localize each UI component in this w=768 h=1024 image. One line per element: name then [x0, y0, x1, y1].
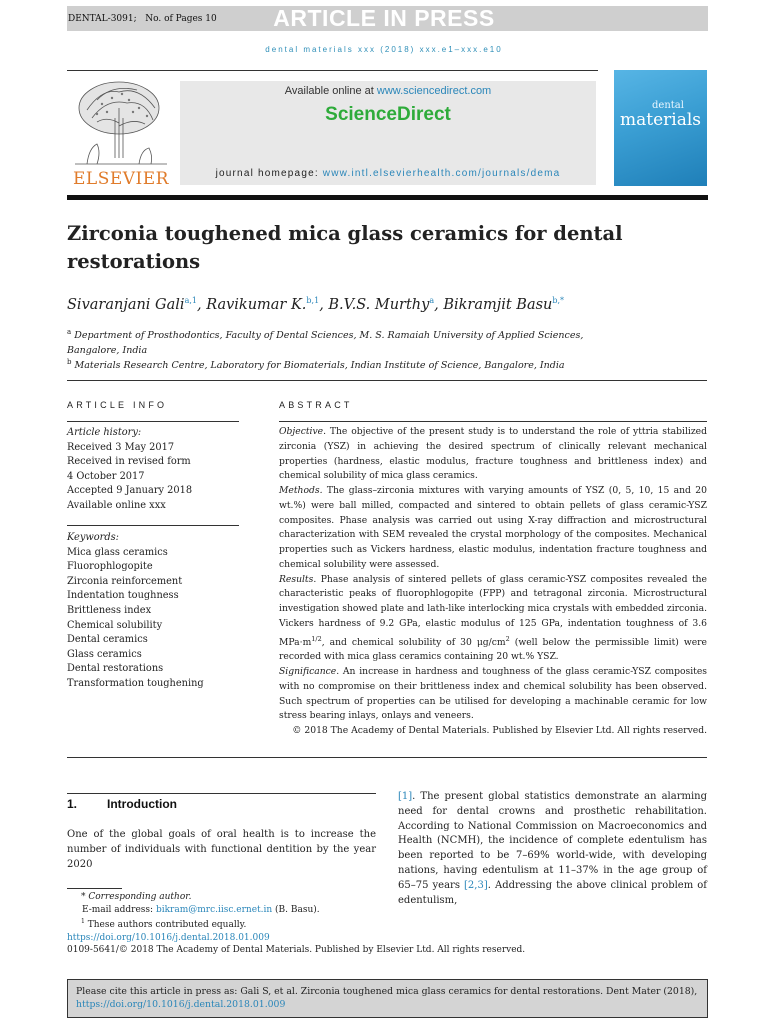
results-text: (well below the permissible limit) were recorded with mica glass ceramics containing 20 wt.% YSZ.	[279, 636, 707, 663]
results-label: Results.	[279, 573, 317, 585]
elsevier-tree-logo	[67, 78, 175, 170]
footnote-rule	[67, 888, 122, 889]
intro-paragraph: One of the global goals of oral health is to increase the number of individuals with functional dentition by the year 2020	[67, 829, 376, 870]
objective-text: The objective of the present study is to understand the role of yttria stabilized zirconia (YSZ) in achieving the desired spectrum of clinically relevant mechanical properties (hardness, elastic modulus, fracture toughness and brittleness index) and chemical solubility of mica glass ceramics.	[279, 426, 707, 482]
email-owner: (B. Basu).	[272, 904, 320, 915]
affiliation-mark: b	[67, 358, 72, 366]
press-id: DENTAL-3091;	[68, 14, 137, 24]
footnotes	[67, 891, 527, 957]
article-title: Zirconia toughened mica glass ceramics for dental restorations	[67, 222, 623, 273]
abstract-body	[279, 425, 707, 739]
journal-homepage-link[interactable]: www.intl.elsevierhealth.com/journals/dema	[322, 168, 561, 179]
citation-doi-link[interactable]: https://doi.org/10.1016/j.dental.2018.01.009	[76, 999, 286, 1010]
email-label: E-mail address:	[82, 904, 156, 915]
issn-copyright: 0109-5641/© 2018 The Academy of Dental Materials. Published by Elsevier Ltd. All rights reserved.	[67, 945, 526, 955]
history-item: 4 October 2017	[67, 470, 145, 482]
article-history	[67, 426, 242, 514]
keyword: Indentation toughness	[67, 590, 179, 602]
reference-link[interactable]: [1]	[398, 791, 413, 802]
methods-text: The glass–zirconia mixtures with varying amounts of YSZ (0, 5, 10, 15 and 20 wt.%) were ball milled, compacted and sintered to obtain pellets of glass ceramic-YSZ composites. Phase analysis was carried out using X-ray diffraction and microstructural characterization with SEM revealed the crystal morphology of the composites. Mechanical properties such as Vickers hardness, elastic modulus, indentation fracture toughness and chemical solubility were assessed.	[279, 485, 707, 570]
keyword: Fluorophlogopite	[67, 561, 153, 573]
section-title: Introduction	[107, 797, 177, 811]
author-name: Sivaranjani Gali	[67, 297, 185, 313]
abstract-end-rule	[67, 757, 707, 758]
history-item: Received 3 May 2017	[67, 441, 175, 453]
citation-sentence: Please cite this article in press as: Gali S, et al. Zirconia toughened mica glass ceramics for dental restorations. Dent Mater (2018),	[76, 986, 698, 997]
keyword: Zirconia reinforcement	[67, 575, 183, 587]
journal-cover-image	[614, 70, 707, 186]
affiliation-mark: a	[67, 328, 72, 336]
banner-top-rule	[67, 70, 598, 71]
citation-text	[76, 985, 701, 1011]
author-affiliation-mark[interactable]: b,1	[306, 296, 320, 305]
significance-text: An increase in hardness and toughness of the glass ceramic-YSZ composites with no compromise on their brittleness index and chemical solubility has been observed. Such spectrum of properties can be utilised for developing a machinable ceramic for low stress bearing inlays, onlays and veneers.	[279, 666, 707, 722]
author-name: Bikramjit Basu	[443, 297, 553, 313]
journal-citation-line: dental materials xxx (2018) xxx.e1–xxx.e10	[265, 45, 503, 54]
results-superscript: 1/2	[311, 634, 322, 643]
header-divider	[67, 195, 708, 200]
sciencedirect-logo: ScienceDirect	[325, 104, 451, 125]
journal-homepage-line	[180, 168, 596, 179]
affiliation-a	[67, 325, 587, 358]
results-superscript: 2	[505, 634, 510, 643]
abstract-results	[279, 573, 707, 666]
results-text: , and chemical solubility of 30 μg/cm	[321, 636, 506, 648]
email-link[interactable]: bikram@mrc.iisc.ernet.in	[155, 904, 273, 915]
abstract-copyright: © 2018 The Academy of Dental Materials. Published by Elsevier Ltd. All rights reserved.	[292, 725, 707, 737]
keyword: Mica glass ceramics	[67, 546, 168, 558]
cover-title-big: materials	[620, 110, 702, 130]
intro-heading-rule	[67, 793, 376, 794]
affiliation-text: Department of Prosthodontics, Faculty of Dental Sciences, M. S. Ramaiah University of Applied Sciences,	[74, 330, 584, 341]
homepage-label: journal homepage:	[215, 168, 323, 179]
affiliation-text: Materials Research Centre, Laboratory for Biomaterials, Indian Institute of Science, Bangalore, India	[74, 360, 565, 371]
author-affiliation-mark[interactable]: b,*	[552, 296, 565, 305]
keyword: Chemical solubility	[67, 619, 163, 631]
abstract-significance	[279, 665, 707, 724]
intro-left-column	[67, 828, 376, 872]
intro-text: . Addressing the above clinical problem of edentulism,	[398, 879, 707, 906]
article-info-heading: ARTICLE INFO	[67, 400, 168, 410]
section-divider	[67, 380, 707, 381]
objective-label: Objective.	[279, 426, 327, 437]
cover-title-small: dental	[652, 100, 684, 111]
abstract-heading: ABSTRACT	[279, 400, 353, 410]
history-label: Article history:	[67, 427, 142, 438]
article-info-rule	[67, 421, 239, 422]
sciencedirect-link[interactable]: www.sciencedirect.com	[376, 85, 492, 97]
results-text: Phase analysis of sintered pellets of glass ceramic-YSZ composites revealed the characteristic peaks of fluorophlogopite (FPP) and tetragonal zirconia. Microstructural investigation showed plate and lath-like interlocking mica crystals with embedded zirconia. Vickers hardness of 9.2 GPa, elastic modulus of 125 GPa, indentation toughness of 3.6 MPa·m	[279, 573, 707, 648]
keyword: Dental ceramics	[67, 634, 148, 646]
history-item: Received in revised form	[67, 456, 191, 468]
abstract-methods	[279, 484, 707, 573]
keyword: Brittleness index	[67, 604, 152, 616]
keyword: Transformation toughening	[67, 677, 204, 689]
history-item: Available online xxx	[67, 499, 166, 511]
intro-text: . The present global statistics demonstrate an alarming need for dental crowns and prosthetic rehabilitation. According to National Commission on Macroeconomics and Health (NCMH), the incidence of complete edentulism has been reported to be 7–69% world-wide, with developing nations, having edentulism at 11–37% in the age group of 65–75 years	[398, 791, 707, 891]
keywords-list	[67, 531, 242, 692]
article-in-press-title: ARTICLE IN PRESS	[273, 5, 495, 31]
author-name: B.V.S. Murthy	[328, 297, 430, 313]
history-item: Accepted 9 January 2018	[67, 485, 193, 497]
elsevier-wordmark: ELSEVIER	[73, 169, 169, 189]
keyword: Dental restorations	[67, 663, 164, 675]
keywords-label: Keywords:	[67, 532, 119, 543]
intro-heading	[67, 797, 177, 811]
footnote-mark: *	[81, 892, 86, 902]
equal-contribution-note: These authors contributed equally.	[87, 920, 247, 930]
methods-label: Methods.	[279, 485, 323, 496]
page-count: No. of Pages 10	[145, 14, 217, 24]
affiliation-b	[67, 355, 627, 374]
affiliation-text: Bangalore, India	[67, 344, 148, 356]
author-affiliation-mark[interactable]: a	[429, 296, 435, 305]
significance-label: Significance.	[279, 666, 340, 678]
keywords-rule	[67, 525, 239, 526]
author-name: Ravikumar K.	[206, 297, 307, 313]
corresponding-author-note: Corresponding author.	[88, 892, 192, 902]
reference-link[interactable]: [2,3]	[464, 879, 488, 891]
available-online-line	[180, 85, 596, 97]
author-list: Sivaranjani Gali$^{a,1}$, Ravikumar K.$^{b,1}$, B.V.S. Murthy$^a$, Bikramjit Basu$^{b,*}$	[67, 296, 565, 313]
author-affiliation-mark[interactable]: a,1	[184, 296, 197, 305]
footnote-mark: 1	[81, 918, 85, 925]
keyword: Glass ceramics	[67, 648, 142, 660]
abstract-objective	[279, 425, 707, 484]
doi-link[interactable]: https://doi.org/10.1016/j.dental.2018.01.009	[67, 932, 270, 943]
section-number: 1.	[67, 797, 78, 811]
available-label: Available online at	[284, 85, 377, 97]
abstract-rule	[279, 421, 707, 422]
